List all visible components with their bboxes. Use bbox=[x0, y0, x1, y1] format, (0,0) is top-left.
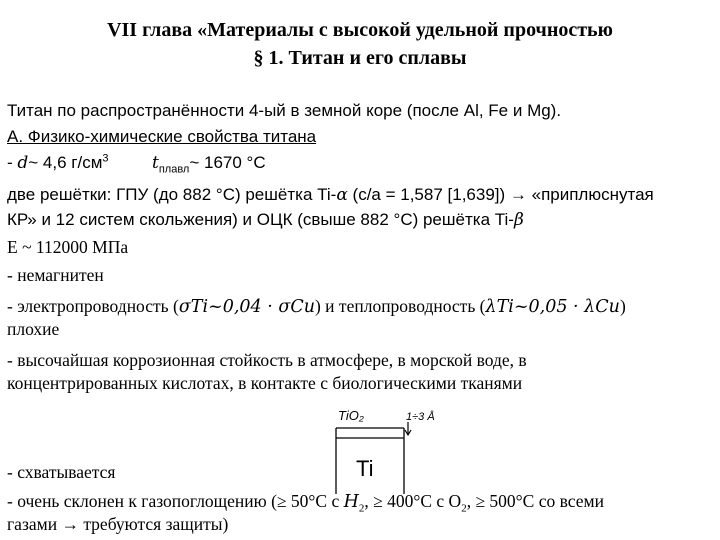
oxide-layer-sketch bbox=[330, 404, 440, 496]
lattice-text-1: две решётки: ГПУ (до 882 °С) решётка Ti- bbox=[7, 185, 337, 204]
conductivity-end: ) bbox=[619, 296, 626, 316]
melting-value: ~ 1670 °C bbox=[189, 153, 266, 172]
sketch-label-thickness: 1÷3 Å bbox=[406, 411, 435, 423]
conductivity-line-2: плохие bbox=[7, 319, 60, 339]
nonmagnetic-line: - немагнитен bbox=[7, 265, 104, 285]
title-line-2: § 1. Титан и его сплавы bbox=[253, 47, 467, 69]
sketch-label-tio2: TiO₂ bbox=[338, 408, 364, 423]
lambda-expression: λTi~0,05 · λCu bbox=[485, 297, 620, 317]
gas-line-2: газами → требуются защиты) bbox=[7, 514, 229, 534]
density-symbol: d bbox=[17, 153, 29, 173]
section-a-heading: А. Физико-химические свойства титана bbox=[7, 127, 317, 146]
corrosion-line-1: - высочайшая коррозионная стойкость в атмосфере, в морской воде, в bbox=[7, 350, 527, 370]
title-line-1: VII глава «Материалы с высокой удельной прочностью bbox=[107, 19, 613, 41]
lattice-text-2: КР» и 12 систем скольжения) и ОЦК (свыше 882 °С) решётка Ti- bbox=[7, 210, 514, 229]
seizes-line: - схватывается bbox=[7, 462, 116, 482]
gas-text-end: , ≥ 500°C со всеми bbox=[466, 491, 604, 511]
conductivity-line bbox=[7, 295, 626, 318]
oxygen-subscript: 2 bbox=[461, 502, 467, 515]
sketch-label-ti: Ti bbox=[356, 456, 374, 481]
gas-line-1 bbox=[7, 490, 604, 513]
gas-text-start: - очень склонен к газопоглощению (≥ 50°C с bbox=[7, 491, 344, 511]
sigma-expression: σTi~0,04 · σCu bbox=[178, 297, 315, 317]
conductivity-mid: ) и теплопроводность ( bbox=[314, 296, 486, 316]
lattice-line-1 bbox=[7, 184, 654, 206]
lattice-line-2 bbox=[7, 209, 524, 231]
gas-text-mid: , ≥ 400°C с O bbox=[364, 491, 462, 511]
intro-text: Титан по распространённости 4-ый в земной коре (после Al, Fe и Mg). bbox=[7, 101, 562, 120]
hydrogen-symbol: H bbox=[343, 492, 359, 512]
corrosion-line-2: концентрированных кислотах, в контакте с биологическими тканями bbox=[7, 373, 523, 393]
lattice-text-1-tail: (c/a = 1,587 [1,639]) → «приплюснутая bbox=[347, 185, 654, 204]
conductivity-start: - электропроводность ( bbox=[7, 296, 179, 316]
melting-subscript: плавл bbox=[158, 163, 190, 176]
beta-symbol: β bbox=[513, 210, 524, 230]
density-exponent: 3 bbox=[102, 152, 109, 165]
melting-symbol: t bbox=[152, 153, 159, 173]
density-value: ~ 4,6 г/см bbox=[28, 153, 103, 172]
density-line bbox=[7, 152, 266, 174]
alpha-symbol: α bbox=[336, 185, 348, 205]
modulus-line: E ~ 112000 МПа bbox=[7, 237, 129, 257]
density-dash: - bbox=[7, 153, 18, 172]
hydrogen-subscript: 2 bbox=[358, 502, 365, 515]
